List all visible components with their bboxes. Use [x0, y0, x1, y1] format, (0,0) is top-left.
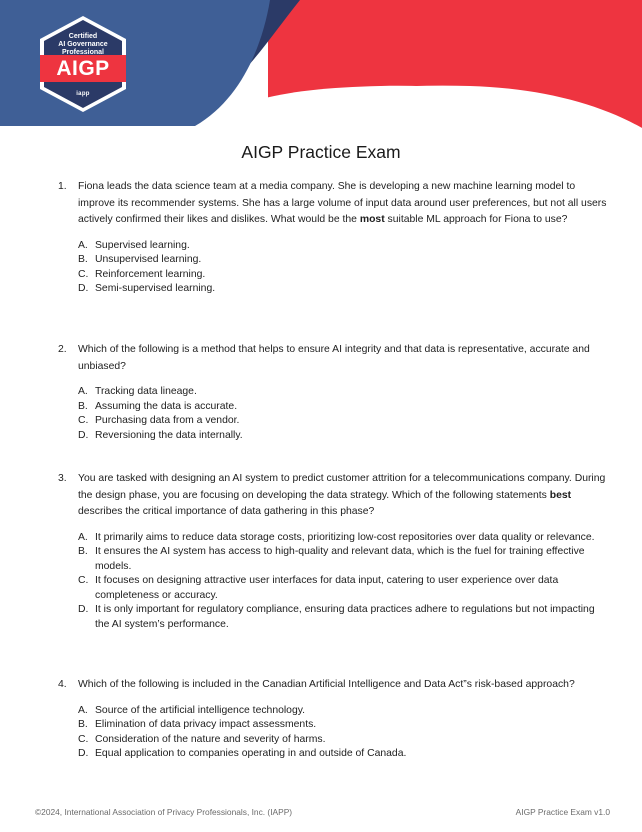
stem-text: describes the critical importance of data gathering in this phase? [78, 506, 375, 517]
option-letter: D. [78, 748, 89, 759]
question-4 [58, 677, 610, 762]
answer-options [78, 531, 610, 633]
answer-option [78, 385, 610, 400]
answer-option [78, 414, 610, 429]
stem-text: Which of the following is included in the Canadian Artificial Intelligence and Data Act”s risk-based approach? [78, 679, 575, 690]
stem-text: suitable ML approach for Fiona to use? [384, 214, 568, 225]
answer-option [78, 704, 610, 719]
badge-brand-logo: iapp [76, 91, 90, 97]
option-text: Elimination of data privacy impact assessments. [95, 719, 317, 730]
question-number: 4. [58, 679, 67, 690]
badge-line-1: Certified [68, 33, 98, 40]
answer-option [78, 747, 610, 762]
option-letter: B. [78, 546, 88, 557]
stem-emphasis: best [549, 489, 572, 501]
answer-options [78, 239, 610, 297]
option-letter: A. [78, 239, 88, 251]
option-text: Purchasing data from a vendor. [95, 415, 240, 426]
question-stem [78, 471, 610, 521]
option-letter: B. [78, 254, 88, 265]
stem-text: You are tasked with designing an AI system to predict customer attrition for a telecommunications company. During the design phase, you are focusing on developing the data strategy. Which of the following statements [78, 473, 606, 501]
answer-option [78, 718, 610, 733]
option-text: Reinforcement learning. [95, 268, 206, 280]
option-letter: D. [78, 429, 89, 441]
option-text: It is only important for regulatory compliance, ensuring data practices adhere to regulations but not impacting the AI system’s performance. [95, 604, 595, 630]
footer-copyright: ©2024, International Association of Privacy Professionals, Inc. (IAPP) [35, 807, 293, 817]
option-letter: C. [78, 733, 89, 745]
option-letter: D. [78, 283, 89, 294]
badge-line-2: AI Governance [58, 41, 108, 48]
option-letter: C. [78, 415, 89, 426]
aigp-certification-badge [38, 14, 128, 114]
answer-option [78, 545, 610, 574]
option-letter: C. [78, 575, 89, 586]
badge-line-3: Professional [61, 49, 104, 56]
option-letter: A. [78, 704, 88, 716]
question-1 [58, 179, 610, 297]
option-text: It primarily aims to reduce data storage costs, prioritizing low-cost repositories over data quality or relevance. [95, 531, 595, 543]
answer-option [78, 400, 610, 415]
option-letter: A. [78, 531, 88, 543]
stem-text: Fiona leads the data science team at a media company. She is developing a new machine learning model to improve its recommender systems. She has a large volume of input data around user preferences, but not all users actively confirmed their likes and dislikes. What would be the [78, 181, 607, 225]
option-text: Semi-supervised learning. [95, 283, 216, 294]
option-text: Reversioning the data internally. [95, 429, 243, 441]
option-text: It focuses on designing attractive user interfaces for data input, catering to user experience over data completeness or accuracy. [95, 575, 559, 601]
question-stem [78, 342, 610, 375]
question-stem [78, 179, 610, 229]
answer-option [78, 268, 610, 283]
option-text: Supervised learning. [95, 239, 190, 251]
answer-option [78, 253, 610, 268]
answer-option [78, 531, 610, 546]
option-letter: C. [78, 268, 89, 280]
answer-option [78, 733, 610, 748]
option-text: Unsupervised learning. [95, 254, 202, 265]
option-text: Assuming the data is accurate. [95, 400, 238, 412]
answer-options [78, 704, 610, 762]
question-3 [58, 471, 610, 632]
option-letter: A. [78, 386, 88, 397]
answer-option [78, 603, 610, 632]
answer-options [78, 385, 610, 443]
footer-document-version: AIGP Practice Exam v1.0 [515, 807, 610, 817]
stem-emphasis: most [359, 214, 385, 225]
option-text: Tracking data lineage. [95, 386, 197, 397]
question-2 [58, 342, 610, 443]
page-title: AIGP Practice Exam [241, 142, 401, 162]
question-number: 1. [58, 181, 67, 192]
stem-text: Which of the following is a method that helps to ensure AI integrity and that data is representative, accurate and unbiased? [78, 344, 590, 372]
option-letter: B. [78, 719, 88, 730]
question-number: 3. [58, 473, 67, 484]
answer-option [78, 282, 610, 297]
option-text: It ensures the AI system has access to high-quality and relevant data, which is the fuel for training effective models. [95, 546, 585, 572]
option-letter: B. [78, 400, 88, 412]
badge-acronym: AIGP [56, 57, 110, 80]
option-text: Equal application to companies operating in and outside of Canada. [95, 748, 407, 759]
option-letter: D. [78, 604, 89, 615]
option-text: Source of the artificial intelligence technology. [95, 704, 306, 716]
answer-option [78, 239, 610, 254]
question-stem [78, 677, 610, 694]
answer-option [78, 429, 610, 444]
question-number: 2. [58, 344, 67, 355]
option-text: Consideration of the nature and severity of harms. [95, 733, 326, 745]
answer-option [78, 574, 610, 603]
